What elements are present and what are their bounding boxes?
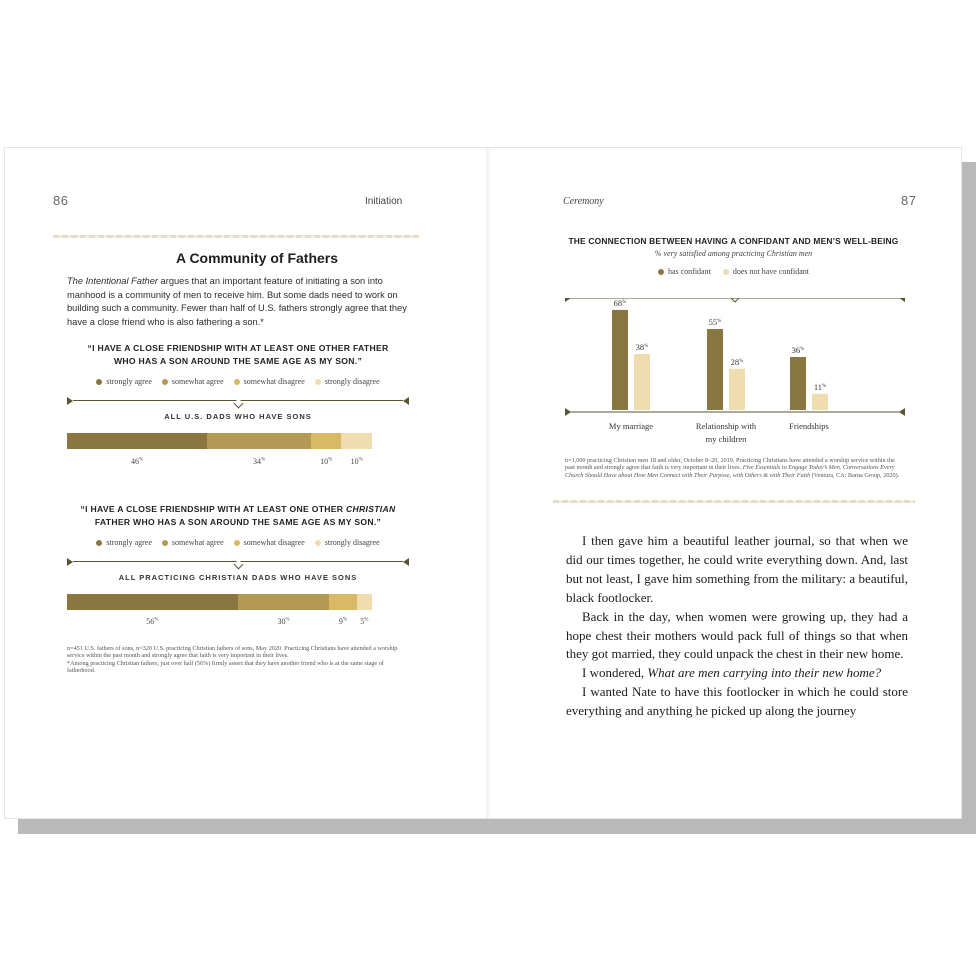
book-spread <box>4 147 962 819</box>
legend-dot <box>315 379 321 385</box>
legend-dot <box>234 379 240 385</box>
body-text-italic: What are men carrying into their new home? <box>647 665 882 681</box>
bar-value-label: 36% <box>791 345 805 355</box>
chart-baseline-cap-left <box>565 408 571 416</box>
bar-does-not-have-confidant <box>634 354 650 410</box>
chart3-legend <box>561 267 906 276</box>
bar-value-label: 38% <box>635 342 649 353</box>
left-running-head: Initiation <box>365 196 403 207</box>
legend-item <box>96 538 152 547</box>
chart3-footnote-publisher: (Ventura, CA: Barna Group, 2020). <box>810 471 900 479</box>
chart-baseline-cap-right <box>899 408 905 416</box>
legend-label: strongly agree <box>106 377 152 386</box>
legend-dot <box>162 379 168 385</box>
chart-top-rule-cap-right <box>899 298 905 302</box>
bar-does-not-have-confidant <box>812 394 828 410</box>
left-footnote <box>67 645 409 675</box>
legend-item <box>723 267 809 276</box>
body-paragraph: I wanted Nate to have this footlocker in which he could store everything and anything he picked up along the journey <box>566 684 908 719</box>
intro-paragraph <box>67 275 409 329</box>
chart2-quote <box>67 503 409 529</box>
legend-label: somewhat agree <box>171 377 224 386</box>
legend-label: strongly agree <box>106 538 152 547</box>
x-tick-label: My marriage <box>608 421 654 431</box>
legend-dot <box>658 269 664 275</box>
legend-label: does not have confidant <box>732 267 810 276</box>
chart1-quote-line2: WHO HAS A SON AROUND THE SAME AGE AS MY SON.” <box>113 356 363 366</box>
legend-dot <box>96 540 102 546</box>
legend-item <box>234 538 305 547</box>
left-decorative-rule <box>53 235 419 238</box>
bar-value-label: 9% <box>338 617 348 626</box>
chart3-footnote <box>565 457 905 479</box>
right-decorative-rule <box>553 500 915 503</box>
chart-top-rule-cap-left <box>565 298 571 302</box>
legend-dot <box>315 540 321 546</box>
bar-value-label: 56% <box>146 617 159 626</box>
bar-value-label: 10% <box>350 457 363 466</box>
book-title: The Intentional Father <box>67 276 158 286</box>
right-page-number: 87 <box>901 193 917 208</box>
bar-segment-somewhat-disagree <box>311 433 342 449</box>
body-paragraph: I then gave him a beautiful leather journal, so that when we did our times together, he could write everything down. And, last but not least, I gave him something from the military: a beautiful, black footlocker. <box>566 533 908 605</box>
bar-segment-somewhat-agree <box>207 433 311 449</box>
footnote-asterisk: *Among practicing Christian fathers, just over half (56%) firmly assert that they have another friend who is at the same stage of fatherhood. <box>67 659 384 675</box>
legend-item <box>234 377 305 386</box>
chart3-footnote-title: Five Essentials to Engage Today’s Men. Conversations Every Church Should Have about How Men Connect with Their Purpose, with Others & with Their Faith <box>565 464 895 479</box>
chart3-bar-chart <box>565 298 905 448</box>
legend-item <box>96 377 152 386</box>
chart2-subhead: ALL PRACTICING CHRISTIAN DADS WHO HAVE SONS <box>118 573 358 582</box>
bar-has-confidant <box>612 310 628 410</box>
chart3-footnote-text: n=1,000 practicing Christian men 18 and older, October 8–20, 2019. Practicing Christians have attended a worship service within the past month and strongly agree that faith is very important in their lives. <box>565 457 895 472</box>
legend-dot <box>723 269 729 275</box>
book-gutter <box>486 148 490 818</box>
bar-value-label: 30% <box>277 617 290 626</box>
section-title: A Community of Fathers <box>175 250 339 266</box>
legend-dot <box>96 379 102 385</box>
bar-value-label: 55% <box>708 317 722 328</box>
chart2-quote-line2: FATHER WHO HAS A SON AROUND THE SAME AGE AS MY SON.” <box>94 517 382 527</box>
bar-has-confidant <box>707 329 723 410</box>
legend-label: somewhat agree <box>171 538 224 547</box>
legend-label: strongly disagree <box>324 377 380 386</box>
chart1-subhead: ALL U.S. DADS WHO HAVE SONS <box>164 412 312 421</box>
right-running-head: Ceremony <box>563 196 604 207</box>
legend-label: somewhat disagree <box>243 377 305 386</box>
chart2-quote-text: “I HAVE A CLOSE FRIENDSHIP WITH AT LEAST ONE OTHER <box>80 504 346 514</box>
legend-label: somewhat disagree <box>243 538 305 547</box>
chart3-title: THE CONNECTION BETWEEN HAVING A CONFIDANT AND MEN’S WELL-BEING <box>568 236 899 246</box>
bar-has-confidant <box>790 357 806 410</box>
chart2-quote-line1 <box>67 503 409 516</box>
bar-value-label: 11% <box>813 381 827 392</box>
legend-label: strongly disagree <box>324 538 380 547</box>
bar-segment-strongly-agree <box>67 594 238 610</box>
legend-dot <box>234 540 240 546</box>
bar-segment-somewhat-agree <box>238 594 330 610</box>
x-tick-label: my children <box>705 434 747 444</box>
legend-dot <box>162 540 168 546</box>
chart2-stacked-bar <box>67 594 372 610</box>
body-text-run: I wondered, <box>582 665 648 681</box>
legend-item <box>162 538 224 547</box>
intro-text: argues that an important feature of initiating a son into manhood is a community of men to receive him. But some dads need to work on building such a community. Fewer than half of U.S. fathers strongly agree that they have a close friend who is also fathering a son.* <box>67 276 407 327</box>
chart1-stacked-bar <box>67 433 372 449</box>
chart-top-rule-notch <box>731 298 739 302</box>
chart1-legend <box>67 377 409 386</box>
bar-segment-strongly-agree <box>67 433 207 449</box>
bar-segment-strongly-disagree <box>357 594 372 610</box>
bar-segment-somewhat-disagree <box>329 594 356 610</box>
chart3-subtitle: % very satisfied among practicing Christian men <box>654 249 813 258</box>
legend-item <box>315 377 380 386</box>
chart1-quote <box>67 342 409 368</box>
chart1-ornament-rule <box>67 396 409 406</box>
chart2-quote-emphasis: CHRISTIAN <box>345 504 396 514</box>
bar-value-label: 10% <box>320 457 333 466</box>
bar-value-label: 28% <box>730 356 744 367</box>
bar-value-label: 46% <box>131 457 144 466</box>
footnote-sample: n=451 U.S. fathers of sons, n=320 U.S. practicing Christian fathers of sons, May 2020. Practicing Christians have attended a worship service within the past month and strongly agree that faith is very important in their lives. <box>67 645 398 660</box>
body-paragraph <box>566 664 908 683</box>
chart1-quote-line1: “I HAVE A CLOSE FRIENDSHIP WITH AT LEAST ONE OTHER FATHER <box>87 343 389 353</box>
bar-does-not-have-confidant <box>729 369 745 410</box>
chart2-legend <box>67 538 409 547</box>
bar-segment-strongly-disagree <box>341 433 372 449</box>
legend-item <box>315 538 380 547</box>
chart2-ornament-rule <box>67 557 409 567</box>
bar-value-label: 68% <box>613 298 627 308</box>
x-tick-label: Relationship with <box>695 421 757 431</box>
x-tick-label: Friendships <box>789 421 829 431</box>
bar-value-label: 5% <box>360 617 369 626</box>
legend-item <box>162 377 224 386</box>
bar-value-label: 34% <box>253 457 266 466</box>
left-page-number: 86 <box>53 193 69 208</box>
body-paragraph: Back in the day, when women were growing up, they had a hope chest their mothers would pack full of things so that when they got married, they could unpack the chest in their new home. <box>566 608 908 662</box>
legend-item <box>658 267 711 276</box>
body-text <box>566 532 908 721</box>
legend-label: has confidant <box>667 267 711 276</box>
